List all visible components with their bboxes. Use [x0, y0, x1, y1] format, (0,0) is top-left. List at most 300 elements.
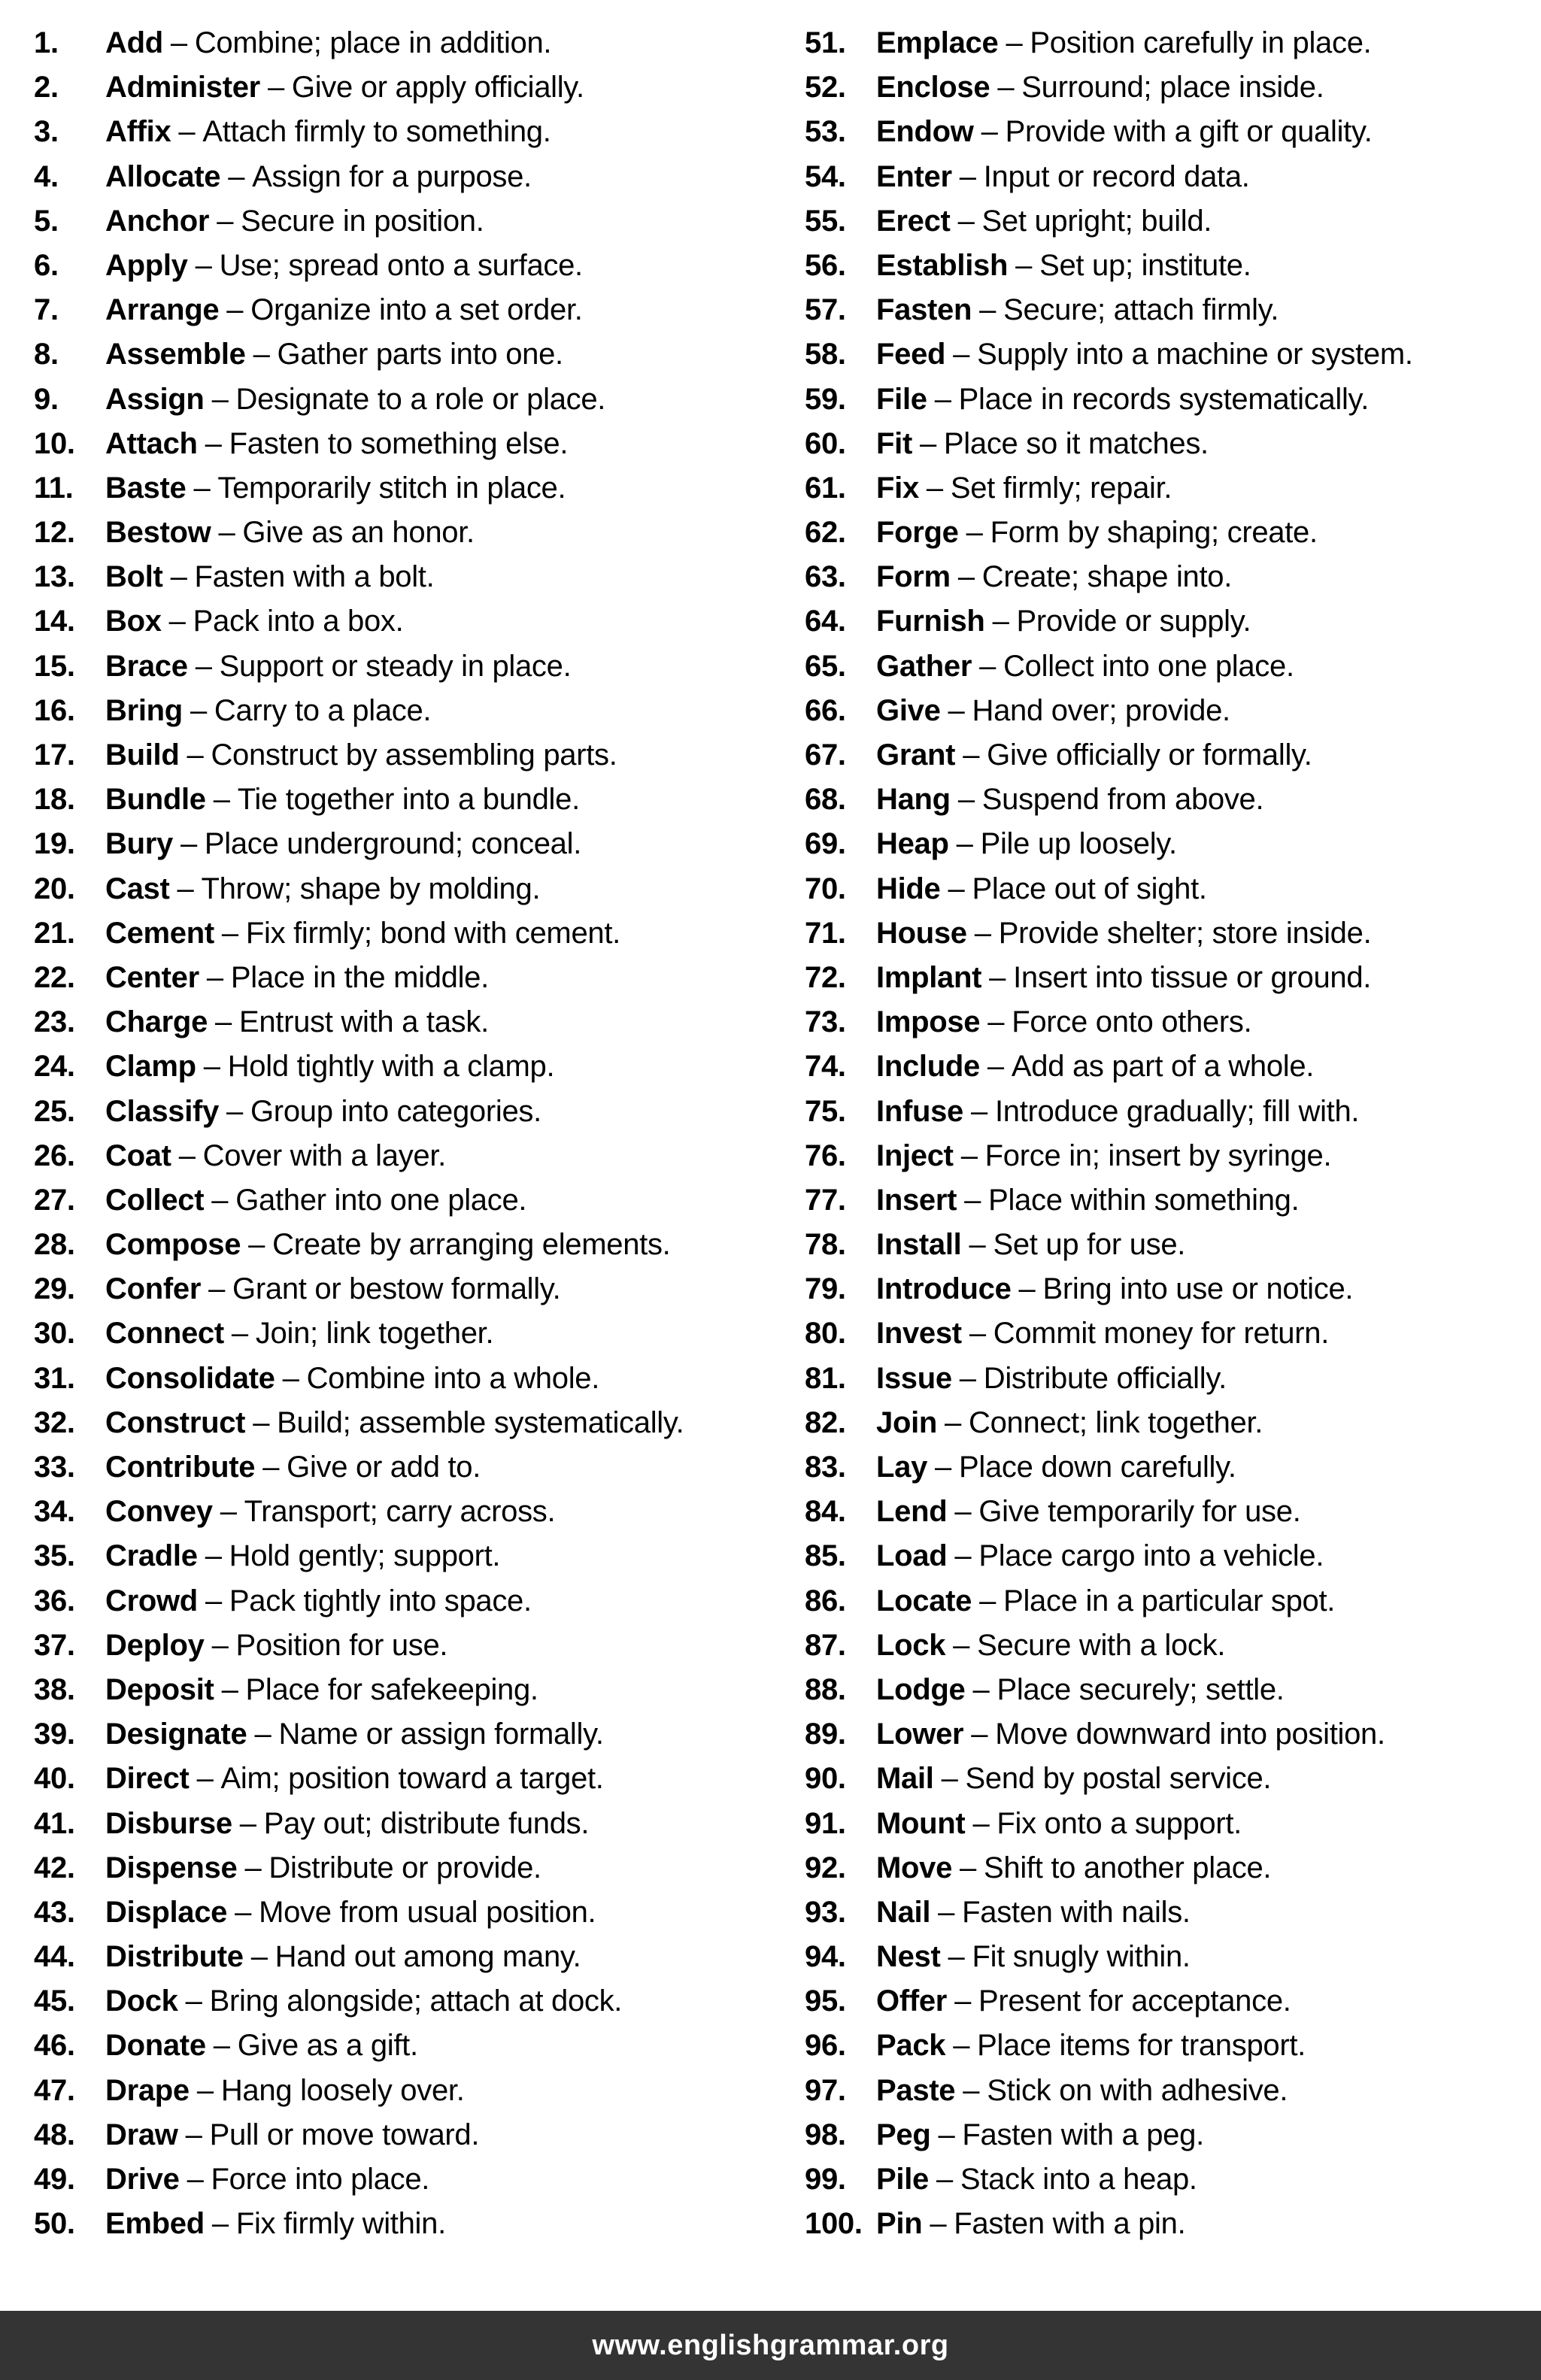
item-text	[105, 1757, 604, 1801]
item-number: 13.	[34, 560, 75, 594]
item-number: 58.	[805, 338, 846, 371]
item-word: Collect	[105, 1183, 205, 1217]
item-text	[876, 1357, 1227, 1401]
item-number: 19.	[34, 827, 75, 861]
item-word: Grant	[876, 738, 956, 772]
item-definition: Place items for transport.	[977, 2029, 1306, 2063]
item-separator: –	[250, 1940, 268, 1974]
list-item	[34, 1000, 770, 1044]
list-item	[805, 867, 1541, 911]
list-item	[34, 1223, 770, 1267]
item-word: Deposit	[105, 1672, 214, 1706]
item-word: Allocate	[105, 159, 221, 193]
item-text	[876, 1044, 1314, 1089]
item-number: 6.	[34, 248, 59, 282]
item-number: 52.	[805, 71, 846, 105]
list-item	[34, 1134, 770, 1178]
item-separator: –	[938, 2118, 955, 2151]
item-definition: Construct by assembling parts.	[211, 738, 617, 772]
item-number: 25.	[34, 1094, 75, 1128]
item-number: 66.	[805, 693, 846, 727]
item-definition: Set upright; build.	[981, 204, 1212, 238]
item-text	[876, 1534, 1324, 1578]
list-item	[34, 1935, 770, 1979]
list-item	[34, 1534, 770, 1578]
item-definition: Gather parts into one.	[277, 338, 563, 371]
item-definition: Combine; place in addition.	[194, 26, 552, 59]
item-number: 24.	[34, 1050, 75, 1084]
list-item	[805, 911, 1541, 956]
item-separator: –	[953, 338, 970, 371]
item-number: 15.	[34, 649, 75, 683]
item-number: 21.	[34, 916, 75, 950]
item-definition: Shift to another place.	[984, 1851, 1272, 1884]
item-definition: Tie together into a bundle.	[237, 783, 580, 817]
item-word: Classify	[105, 1094, 220, 1128]
item-word: Arrange	[105, 293, 220, 327]
item-word: Contribute	[105, 1451, 256, 1484]
item-definition: Join; link together.	[255, 1317, 494, 1351]
item-text	[876, 332, 1413, 377]
item-number: 26.	[34, 1138, 75, 1172]
item-word: Charge	[105, 1005, 208, 1039]
item-word: Fix	[876, 471, 919, 505]
item-definition: Combine into a whole.	[306, 1361, 600, 1395]
item-text	[105, 1267, 560, 1311]
item-separator: –	[178, 115, 196, 149]
item-word: Paste	[876, 2073, 956, 2107]
item-separator: –	[248, 1228, 265, 1262]
item-separator: –	[959, 159, 976, 193]
item-text	[876, 21, 1371, 65]
item-definition: Place in the middle.	[230, 960, 489, 994]
item-number: 29.	[34, 1272, 75, 1306]
list-item	[34, 822, 770, 866]
item-word: Cast	[105, 872, 170, 905]
item-text	[876, 511, 1318, 555]
item-word: Impose	[876, 1005, 981, 1039]
item-number: 2.	[34, 71, 59, 105]
item-definition: Temporarily stitch in place.	[217, 471, 566, 505]
item-number: 78.	[805, 1228, 846, 1262]
item-word: Lodge	[876, 1672, 966, 1706]
item-separator: –	[1015, 248, 1033, 282]
item-separator: –	[244, 1851, 262, 1884]
item-separator: –	[938, 1895, 955, 1929]
item-word: Drive	[105, 2163, 180, 2196]
list-item	[34, 244, 770, 288]
item-definition: Force in; insert by syringe.	[984, 1138, 1332, 1172]
item-word: Implant	[876, 960, 982, 994]
item-separator: –	[979, 649, 996, 683]
item-number: 60.	[805, 426, 846, 460]
list-item	[805, 1979, 1541, 2024]
item-number: 59.	[805, 382, 846, 416]
item-text	[105, 1802, 589, 1846]
item-word: Issue	[876, 1361, 952, 1395]
item-word: Pin	[876, 2207, 923, 2241]
list-item	[805, 1490, 1541, 1534]
item-definition: Organize into a set order.	[250, 293, 583, 327]
item-number: 27.	[34, 1183, 75, 1217]
item-definition: Place in a particular spot.	[1003, 1584, 1336, 1617]
item-text	[105, 1846, 541, 1890]
list-item	[34, 956, 770, 1000]
item-separator: –	[954, 1984, 972, 2018]
item-word: Brace	[105, 649, 188, 683]
item-word: Move	[876, 1851, 953, 1884]
list-item	[34, 1445, 770, 1490]
item-word: Heap	[876, 827, 949, 861]
item-text	[876, 1267, 1353, 1311]
item-separator: –	[187, 738, 204, 772]
item-word: Peg	[876, 2118, 931, 2151]
list-item	[805, 1624, 1541, 1668]
item-number: 46.	[34, 2029, 75, 2063]
item-number: 57.	[805, 293, 846, 327]
item-definition: Commit money for return.	[993, 1317, 1330, 1351]
item-separator: –	[193, 471, 211, 505]
list-item	[805, 778, 1541, 822]
item-separator: –	[221, 916, 238, 950]
item-number: 82.	[805, 1405, 846, 1439]
item-definition: Force onto others.	[1012, 1005, 1252, 1039]
item-word: Affix	[105, 115, 171, 149]
item-text	[876, 867, 1207, 911]
item-word: Inject	[876, 1138, 954, 1172]
item-text	[876, 822, 1177, 866]
item-number: 38.	[34, 1672, 75, 1706]
item-number: 36.	[34, 1584, 75, 1617]
item-definition: Hold tightly with a clamp.	[227, 1050, 555, 1084]
item-number: 72.	[805, 960, 846, 994]
item-definition: Place securely; settle.	[996, 1672, 1285, 1706]
item-separator: –	[935, 1451, 951, 1484]
item-text	[876, 1846, 1271, 1890]
item-word: Feed	[876, 338, 946, 371]
list-item	[34, 199, 770, 244]
item-definition: Distribute officially.	[983, 1361, 1227, 1395]
list-item	[34, 778, 770, 822]
list-item	[805, 1757, 1541, 1801]
list-item	[805, 1802, 1541, 1846]
item-definition: Provide or supply.	[1016, 605, 1251, 638]
item-number: 73.	[805, 1005, 846, 1039]
item-separator: –	[180, 827, 197, 861]
item-text	[105, 1490, 555, 1534]
item-definition: Hold gently; support.	[229, 1539, 501, 1573]
item-number: 64.	[805, 605, 846, 638]
item-number: 31.	[34, 1361, 75, 1395]
list-item	[805, 21, 1541, 65]
item-separator: –	[989, 960, 1006, 994]
item-text	[876, 1000, 1251, 1044]
item-word: Direct	[105, 1762, 190, 1796]
item-definition: Pile up loosely.	[980, 827, 1177, 861]
item-word: Invest	[876, 1317, 962, 1351]
list-item	[34, 689, 770, 733]
item-number: 1.	[34, 26, 59, 59]
item-text	[105, 644, 571, 689]
item-text	[876, 644, 1294, 689]
item-separator: –	[195, 649, 212, 683]
list-item	[805, 377, 1541, 422]
item-definition: Fasten with a peg.	[962, 2118, 1204, 2151]
item-separator: –	[960, 1138, 978, 1172]
item-word: Join	[876, 1405, 938, 1439]
item-definition: Surround; place inside.	[1021, 71, 1324, 105]
verb-list-column-left	[0, 21, 770, 2246]
item-word: Give	[876, 693, 941, 727]
item-number: 97.	[805, 2073, 846, 2107]
item-word: Distribute	[105, 1940, 244, 1974]
list-item	[34, 21, 770, 65]
item-text	[876, 555, 1232, 599]
item-definition: Collect into one place.	[1003, 649, 1294, 683]
list-item	[34, 2202, 770, 2246]
item-word: Lock	[876, 1628, 946, 1662]
item-text	[105, 155, 532, 199]
item-separator: –	[953, 2029, 970, 2063]
item-text	[105, 1090, 541, 1134]
list-item	[805, 2024, 1541, 2068]
item-definition: Throw; shape by molding.	[201, 872, 541, 905]
item-separator: –	[1018, 1272, 1036, 1306]
item-definition: Give or apply officially.	[291, 71, 584, 105]
item-definition: Secure; attach firmly.	[1003, 293, 1279, 327]
item-text	[105, 1445, 481, 1490]
list-item	[34, 1178, 770, 1223]
list-item	[34, 1846, 770, 1890]
item-separator: –	[185, 2118, 202, 2151]
list-item	[805, 422, 1541, 466]
item-word: Install	[876, 1228, 962, 1262]
item-definition: Place for safekeeping.	[245, 1672, 538, 1706]
item-separator: –	[168, 605, 186, 638]
item-definition: Carry to a place.	[214, 693, 432, 727]
item-text	[876, 110, 1373, 154]
item-definition: Support or steady in place.	[219, 649, 572, 683]
item-text	[105, 332, 563, 377]
item-word: Hide	[876, 872, 941, 905]
item-definition: Aim; position toward a target.	[220, 1762, 604, 1796]
item-separator: –	[226, 1094, 243, 1128]
item-definition: Pack tightly into space.	[229, 1584, 532, 1617]
item-definition: Provide shelter; store inside.	[998, 916, 1372, 950]
item-number: 90.	[805, 1762, 846, 1796]
item-separator: –	[211, 1183, 229, 1217]
item-text	[105, 733, 617, 778]
item-separator: –	[919, 426, 936, 460]
list-item	[805, 1668, 1541, 1712]
item-text	[876, 1223, 1185, 1267]
item-text	[105, 65, 584, 110]
item-definition: Name or assign formally.	[278, 1718, 604, 1751]
item-definition: Place out of sight.	[972, 872, 1207, 905]
item-word: Donate	[105, 2029, 206, 2063]
item-text	[105, 555, 434, 599]
item-number: 61.	[805, 471, 846, 505]
list-item	[805, 1000, 1541, 1044]
list-item	[805, 2113, 1541, 2157]
item-separator: –	[205, 1584, 222, 1617]
list-item	[34, 1267, 770, 1311]
item-separator: –	[948, 1940, 965, 1974]
item-text	[876, 911, 1371, 956]
item-word: Attach	[105, 426, 198, 460]
item-number: 69.	[805, 827, 846, 861]
item-number: 28.	[34, 1228, 75, 1262]
list-item	[805, 332, 1541, 377]
item-text	[105, 2113, 479, 2157]
list-item	[34, 2113, 770, 2157]
item-separator: –	[282, 1361, 299, 1395]
item-text	[876, 689, 1230, 733]
list-item	[34, 1579, 770, 1624]
item-word: Establish	[876, 248, 1009, 282]
item-text	[876, 956, 1371, 1000]
item-number: 63.	[805, 560, 846, 594]
item-word: Dispense	[105, 1851, 238, 1884]
item-number: 94.	[805, 1940, 846, 1974]
item-separator: –	[211, 382, 229, 416]
item-separator: –	[954, 1539, 972, 1573]
list-item	[34, 1090, 770, 1134]
footer-url: www.englishgrammar.org	[592, 2329, 949, 2361]
item-separator: –	[934, 382, 951, 416]
item-separator: –	[253, 1405, 270, 1439]
item-word: Load	[876, 1539, 948, 1573]
item-text	[876, 599, 1251, 644]
item-word: Pack	[876, 2029, 946, 2063]
item-number: 41.	[34, 1806, 75, 1840]
item-definition: Input or record data.	[983, 159, 1250, 193]
item-definition: Build; assemble systematically.	[277, 1405, 684, 1439]
item-definition: Position carefully in place.	[1030, 26, 1372, 59]
item-definition: Give officially or formally.	[987, 738, 1312, 772]
item-separator: –	[205, 426, 222, 460]
item-word: Lower	[876, 1718, 964, 1751]
item-definition: Add as part of a whole.	[1011, 1050, 1315, 1084]
item-definition: Place so it matches.	[943, 426, 1209, 460]
item-text	[876, 288, 1279, 332]
item-word: Assign	[105, 382, 205, 416]
item-separator: –	[930, 2207, 947, 2241]
item-separator: –	[987, 1005, 1005, 1039]
item-number: 76.	[805, 1138, 846, 1172]
verb-list-column-right	[770, 21, 1541, 2246]
item-separator: –	[957, 560, 975, 594]
item-separator: –	[963, 2073, 980, 2107]
list-item	[34, 1311, 770, 1356]
list-item	[34, 466, 770, 511]
item-text	[876, 1090, 1359, 1134]
item-definition: Gather into one place.	[235, 1183, 527, 1217]
item-text	[876, 155, 1250, 199]
item-word: Bestow	[105, 516, 211, 550]
item-text	[105, 1979, 622, 2024]
item-number: 50.	[34, 2207, 75, 2241]
item-number: 87.	[805, 1628, 846, 1662]
item-number: 20.	[34, 872, 75, 905]
item-definition: Position for use.	[235, 1628, 448, 1662]
item-definition: Secure in position.	[241, 204, 484, 238]
item-number: 16.	[34, 693, 75, 727]
item-text	[876, 1445, 1236, 1490]
item-text	[105, 244, 583, 288]
item-text	[105, 466, 566, 511]
list-item	[34, 1802, 770, 1846]
list-item	[805, 1846, 1541, 1890]
list-item	[34, 1044, 770, 1089]
item-text	[105, 110, 551, 154]
list-item	[805, 1357, 1541, 1401]
item-definition: Form by shaping; create.	[990, 516, 1318, 550]
item-definition: Designate to a role or place.	[235, 382, 606, 416]
item-text	[105, 199, 484, 244]
item-separator: –	[239, 1806, 256, 1840]
item-separator: –	[972, 1672, 990, 1706]
item-text	[876, 1802, 1242, 1846]
item-word: Lend	[876, 1495, 948, 1529]
list-item	[805, 1712, 1541, 1757]
item-number: 22.	[34, 960, 75, 994]
item-separator: –	[971, 1094, 987, 1128]
item-word: Form	[876, 560, 951, 594]
item-definition: Fix onto a support.	[996, 1806, 1242, 1840]
item-number: 71.	[805, 916, 846, 950]
item-word: Cradle	[105, 1539, 198, 1573]
item-definition: Fasten with a pin.	[954, 2207, 1186, 2241]
item-word: Add	[105, 26, 163, 59]
item-number: 77.	[805, 1183, 846, 1217]
item-number: 10.	[34, 426, 75, 460]
item-text	[876, 244, 1251, 288]
item-word: Center	[105, 960, 199, 994]
list-item	[34, 2024, 770, 2068]
item-text	[105, 822, 581, 866]
item-text	[105, 1223, 670, 1267]
item-definition: Grant or bestow formally.	[232, 1272, 561, 1306]
item-word: Enter	[876, 159, 952, 193]
list-item	[805, 511, 1541, 555]
list-item	[34, 1890, 770, 1935]
item-number: 32.	[34, 1405, 75, 1439]
item-number: 45.	[34, 1984, 75, 2018]
item-number: 30.	[34, 1317, 75, 1351]
item-definition: Create by arranging elements.	[272, 1228, 671, 1262]
item-number: 56.	[805, 248, 846, 282]
item-definition: Group into categories.	[250, 1094, 541, 1128]
list-item	[805, 822, 1541, 866]
item-word: Fasten	[876, 293, 972, 327]
item-word: Embed	[105, 2207, 205, 2241]
list-item	[34, 1668, 770, 1712]
item-number: 99.	[805, 2163, 846, 2196]
item-separator: –	[220, 1495, 237, 1529]
item-text	[105, 1712, 604, 1757]
item-word: Emplace	[876, 26, 999, 59]
list-item	[34, 1712, 770, 1757]
list-item	[805, 733, 1541, 778]
list-item	[805, 1134, 1541, 1178]
list-item	[805, 1311, 1541, 1356]
list-item	[34, 65, 770, 110]
item-separator: –	[959, 1361, 976, 1395]
item-separator: –	[213, 783, 230, 817]
item-separator: –	[954, 1495, 972, 1529]
item-text	[105, 2024, 418, 2068]
